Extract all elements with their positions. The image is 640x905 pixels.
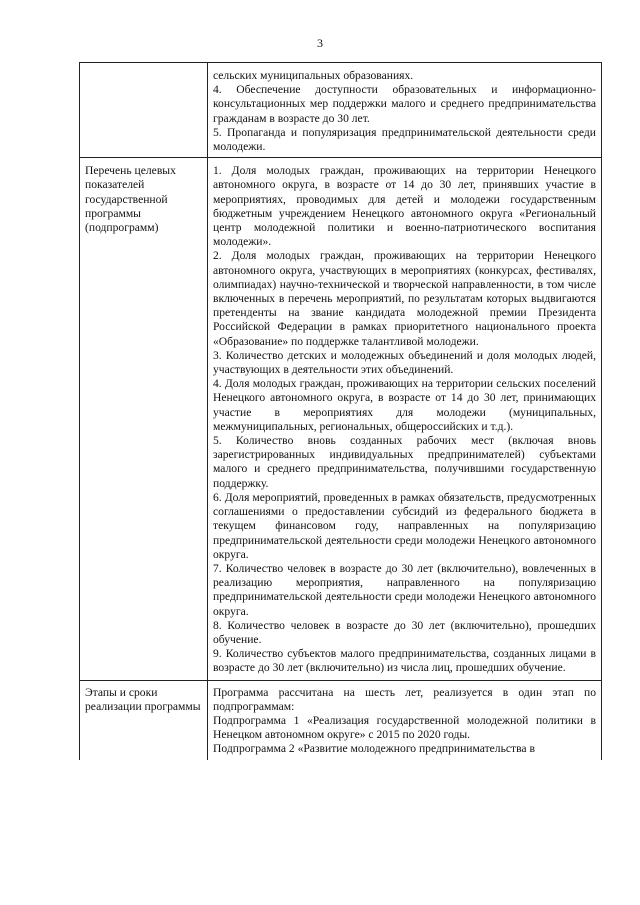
row-label: Перечень целевых показателей государственной программы (подпрограмм) <box>80 158 208 680</box>
row-content <box>208 680 602 760</box>
row-content <box>208 63 602 158</box>
indicator-item: 1. Доля молодых граждан, проживающих на территории Ненецкого автономного округа, в возрасте от 14 до 30 лет, принявших участие в мероприятиях, проводимых для детей и молодежи государственным бюджетным учреждением Ненецкого автономного округа «Региональный центр молодежной политики и военно-патриотического воспитания молодежи». <box>213 164 596 249</box>
paragraph: 4. Обеспечение доступности образовательных и информационно-консультационных мер поддержки малого и среднего предпринимательства гражданам в возрасте до 30 лет. <box>213 83 596 125</box>
indicator-item: 4. Доля молодых граждан, проживающих на территории сельских поселений Ненецкого автономного округа, в возрасте от 14 до 30 лет, принимающих участие в мероприятиях для молодежи (муниципальных, межмуниципальных, региональных, общероссийских и т.д.). <box>213 377 596 433</box>
row-content <box>208 158 602 680</box>
paragraph: Подпрограмма 1 «Реализация государственной молодежной политики в Ненецком автономном округе» с 2015 по 2020 годы. <box>213 713 596 742</box>
paragraph: Программа рассчитана на шесть лет, реализуется в один этап по подпрограммам: <box>213 685 596 713</box>
paragraph: Подпрограмма 2 «Развитие молодежного предпринимательства в <box>213 742 535 756</box>
indicator-item: 7. Количество человек в возрасте до 30 лет (включительно), вовлеченных в реализацию мероприятия, направленного на популяризацию предпринимательской деятельности среди молодежи Ненецкого автономного округа. <box>213 561 596 618</box>
table-row <box>80 63 602 158</box>
table-row <box>80 680 602 760</box>
table-row <box>80 158 602 680</box>
indicator-item: 5. Количество вновь созданных рабочих мест (включая вновь зарегистрированных индивидуальных предпринимателей) субъектами малого и среднего предпринимательства, получившими государственную поддержку. <box>213 434 596 490</box>
indicator-item: 8. Количество человек в возрасте до 30 лет (включительно), прошедших обучение. <box>213 618 596 646</box>
indicator-item: 3. Количество детских и молодежных объединений и доля молодых людей, участвующих в деятельности этих объединений. <box>213 348 596 377</box>
indicator-item: 9. Количество субъектов малого предпринимательства, созданных лицами в возрасте до 30 лет (включительно) из числа лиц, прошедших обучение. <box>213 647 596 675</box>
indicator-item: 6. Доля мероприятий, проведенных в рамках обязательств, предусмотренных соглашениями о предоставлении субсидий из федерального бюджета в текущем финансовом году, направленных на популяризацию предпринимательской деятельности среди молодежи Ненецкого автономного округа. <box>213 490 596 561</box>
row-label: Этапы и сроки реализации программы <box>80 680 208 760</box>
paragraph: сельских муниципальных образованиях. <box>213 69 414 82</box>
indicator-item: 2. Доля молодых граждан, проживающих на территории Ненецкого автономного округа, участвующих в мероприятиях (конкурсах, фестивалях, олимпиадах) научно-технической и творческой направленности, в том числе включенных в перечень мероприятий, по результатам которых выдвигаются претенденты на звание кандидата молодежной премии Президента Российской Федерации в рамках приоритетного национального проекта «Образование» по поддержке талантливой молодежи. <box>213 249 596 348</box>
row-label <box>80 63 208 158</box>
passport-table <box>79 62 602 760</box>
page-number: 3 <box>317 36 323 50</box>
paragraph: 5. Пропаганда и популяризация предпринимательской деятельности среди молодежи. <box>213 125 596 154</box>
